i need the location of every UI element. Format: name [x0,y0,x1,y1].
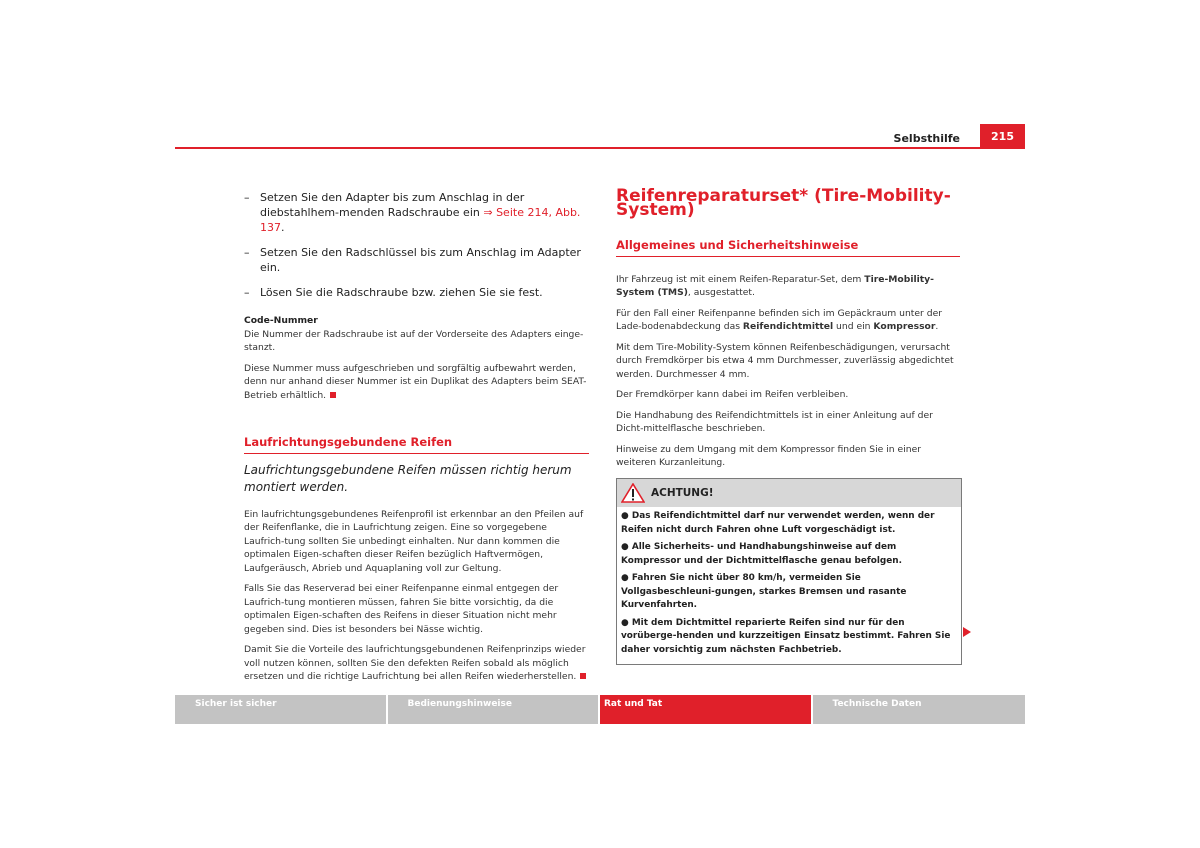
step-dash: – [244,246,250,259]
step-text: Lösen Sie die Radschraube bzw. ziehen Sie sie fest. [260,286,543,299]
step-text: Setzen Sie den Adapter bis zum Anschlag in der diebstahlhem-menden Radschraube ein [260,191,525,219]
code-paragraph-2: Diese Nummer muss aufgeschrieben und sorgfältig aufbewahrt werden, denn nur anhand dieser Nummer ist ein Duplikat des Adapters beim SEAT-Betrieb erhältlich. [244,362,587,401]
bullet-icon: ● [621,511,632,521]
step-item [244,245,589,275]
section-heading: Allgemeines und Sicherheitshinweise [616,239,960,257]
warning-item: ● Mit dem Dichtmittel reparierte Reifen sind nur für den vorüberge-henden und kurzzeitigen Einsatz bestimmt. Fahren Sie daher vorsichtig zum nächsten Fachbetrieb. [621,617,951,655]
warning-item: ● Alle Sicherheits- und Handhabungshinweise auf dem Kompressor und der Dichtmittelflasche genau befolgen. [621,542,902,566]
right-column [616,186,960,477]
warning-body [617,507,961,664]
warning-box [616,478,962,665]
warning-triangle-icon [621,483,645,503]
arrow-right-icon[interactable] [963,627,971,637]
section-heading: Laufrichtungsgebundene Reifen [244,436,589,454]
chapter-tabs [175,695,1025,724]
section-intro: Laufrichtungsgebundene Reifen müssen richtig herum montiert werden. [244,462,572,494]
step-text: Setzen Sie den Radschlüssel bis zum Anschlag im Adapter ein. [260,246,581,274]
step-dash: – [244,286,250,299]
red-square-icon [580,673,586,679]
bullet-icon: ● [621,573,632,583]
bullet-icon: ● [621,542,632,552]
section-paragraph-1: Ein laufrichtungsgebundenes Reifenprofil ist erkennbar an den Pfeilen auf der Reifenflanke, die in Laufrichtung zeigen. Eine so vorgegebene Laufrich-tung sollten Sie unbedingt einhalten. Nur dann kommen die optimalen Eigen-schaften dieser Reifen bezüglich Haftvermögen, Laufgeräusch, Abrieb und Aquaplaning voll zur Geltung. [244,508,584,574]
emphasis-compressor: Kompressor [873,321,936,332]
step-item [244,285,589,300]
step-dash: – [244,191,250,204]
paragraph: Ihr Fahrzeug ist mit einem Reifen-Reparatur-Set, dem Tire-Mobility-System (TMS), ausgestattet. [616,273,934,298]
tab-technische-daten[interactable]: Technische Daten [813,695,1026,724]
emphasis-sealant: Reifendichtmittel [742,321,834,332]
paragraph: Für den Fall einer Reifenpanne befinden sich im Gepäckraum unter der Lade-bodenabdeckung das Reifendichtmittel und ein Kompressor. [616,307,943,332]
left-column [244,190,589,691]
step-item [244,190,589,235]
warning-item: ● Fahren Sie nicht über 80 km/h, vermeiden Sie Vollgasbeschleuni-gungen, starkes Bremsen und rasante Kurvenfahrten. [621,573,907,610]
bullet-icon: ● [621,617,632,628]
step-tail: . [281,221,285,234]
warning-label: ACHTUNG! [651,487,714,499]
page-number: 215 [980,124,1025,149]
chapter-title: Reifenreparaturset* (Tire-Mobility-System) [616,186,951,220]
tab-bedienungshinweise[interactable]: Bedienungshinweise [388,695,601,724]
warning-header [617,479,961,507]
paragraph: Mit dem Tire-Mobility-System können Reifenbeschädigungen, verursacht durch Fremdkörper bis etwa 4 mm Durchmesser, zuverlässig abgedichtet werden. Durchmesser 4 mm. [616,341,954,380]
header-rule [175,147,1025,149]
tab-rat-und-tat[interactable]: Rat und Tat [600,695,813,724]
code-number-heading: Code-Nummer [244,315,318,326]
warning-item: ● Das Reifendichtmittel darf nur verwendet werden, wenn der Reifen nicht durch Fahren ohne Luft vorgeschädigt ist. [621,511,935,535]
paragraph: Die Handhabung des Reifendichtmittels ist in einer Anleitung auf der Dicht-mittelflasche beschrieben. [616,409,933,434]
paragraph: Der Fremdkörper kann dabei im Reifen verbleiben. [616,389,849,400]
tab-sicher-ist-sicher[interactable]: Sicher ist sicher [175,695,388,724]
emphasis-tms: Tire-Mobility-System (TMS) [616,273,934,298]
paragraph: Hinweise zu dem Umgang mit dem Kompressor finden Sie in einer weiteren Kurzanleitung. [616,443,922,468]
red-square-icon [330,392,336,398]
code-paragraph-1: Die Nummer der Radschraube ist auf der Vorderseite des Adapters einge-stanzt. [244,328,584,353]
page-reference-link[interactable]: ⇒ Seite 214, Abb. 137 [260,206,581,234]
section-paragraph-2: Falls Sie das Reserverad bei einer Reifenpanne einmal entgegen der Laufrich-tung montieren müssen, fahren Sie bitte vorsichtig, da die optimalen Eigen-schaften des Reifens in dieser Situation nicht mehr gegeben sind. Dies ist besonders bei Nässe wichtig. [244,583,559,635]
running-header-title: Selbsthilfe [893,132,960,145]
section-paragraph-3: Damit Sie die Vorteile des laufrichtungsgebundenen Reifenprinzips wieder voll nutzen können, sollten Sie den defekten Reifen sobald als möglich ersetzen und die richtige Laufrichtung bei allen Reifen wiederherstellen. [244,644,586,682]
